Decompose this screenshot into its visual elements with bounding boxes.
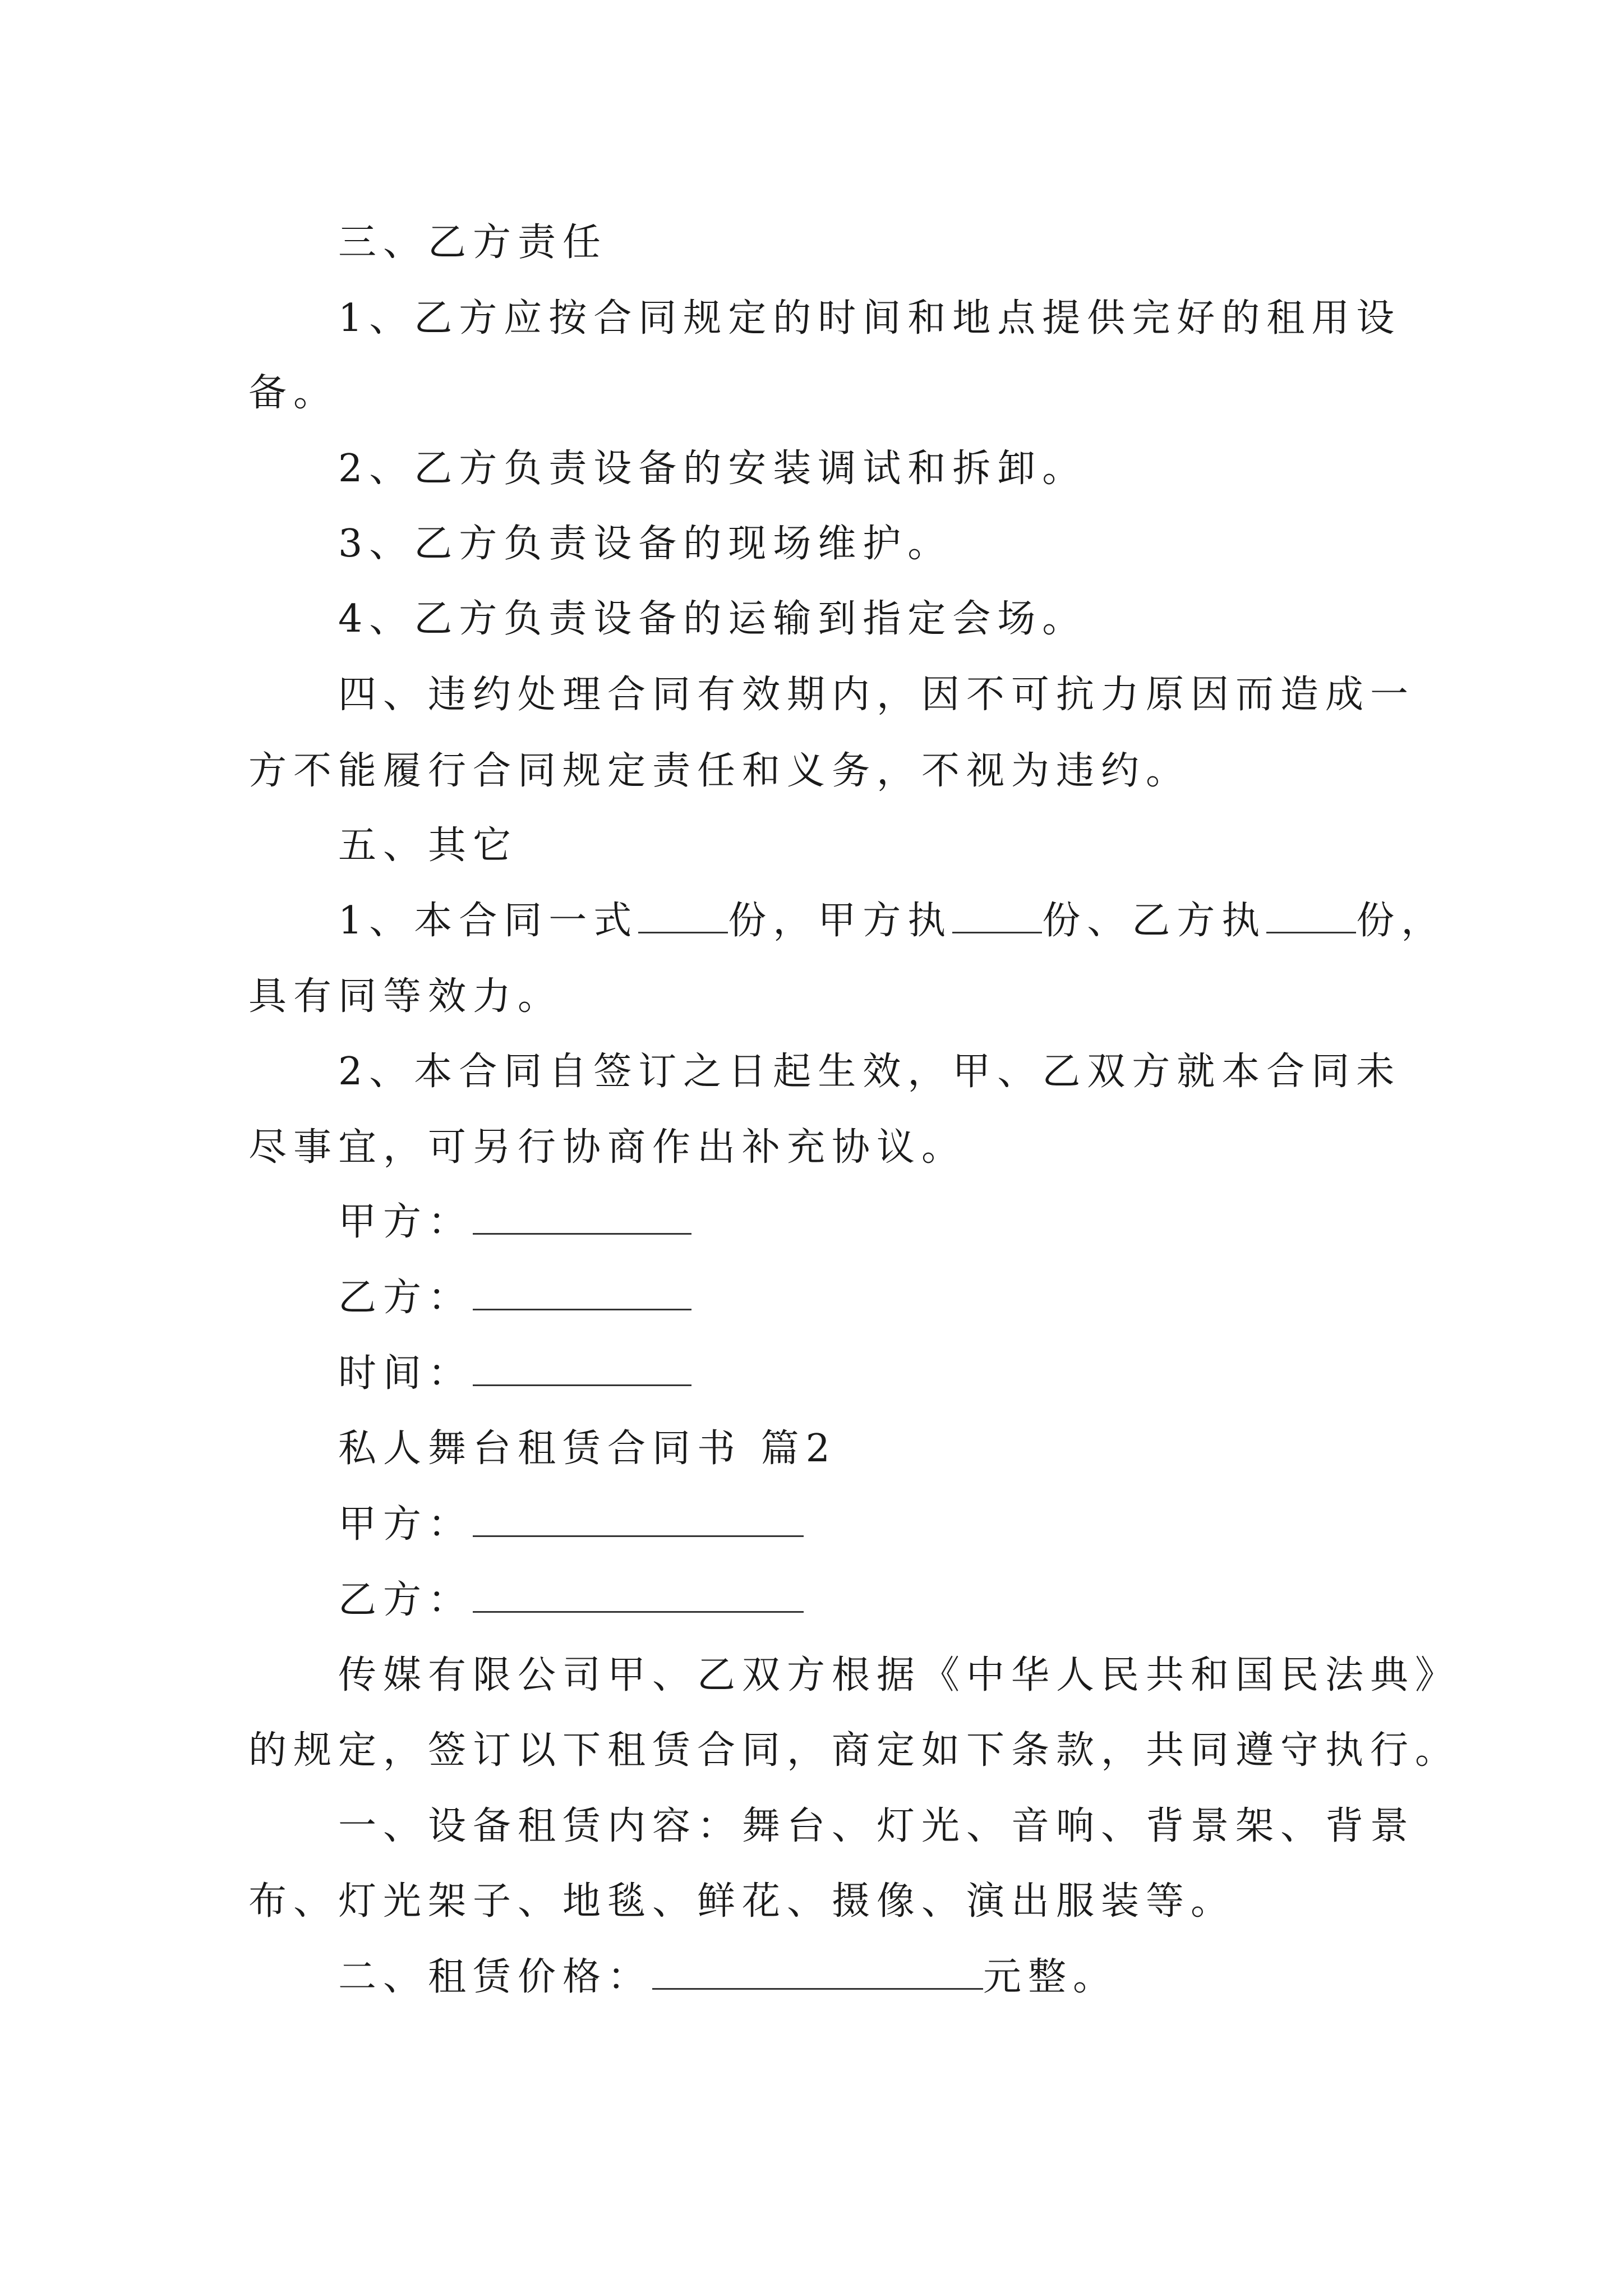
contract-2-intro-line-2: 的规定，签订以下租赁合同，商定如下条款，共同遵守执行。 (248, 1728, 1460, 1773)
contract-2-party-b (338, 1575, 804, 1626)
copies-party-b-blank (1266, 900, 1356, 933)
clause-3-1-line-2: 备。 (248, 371, 339, 415)
date-label: 时间： (338, 1351, 473, 1396)
copies-party-a-label: 份，甲方执 (728, 899, 953, 943)
contract-2-section-2 (338, 1952, 1118, 2003)
date-blank (473, 1353, 691, 1386)
clause-3-4: 4、乙方负责设备的运输到指定会场。 (338, 597, 1087, 641)
copies-total-label: 1、本合同一式 (338, 899, 639, 943)
rental-price-label: 二、租赁价格： (338, 1955, 653, 1999)
contract-2-party-a-blank (473, 1504, 804, 1537)
section-4-line-2: 方不能履行合同规定责任和义务，不视为违约。 (248, 749, 1191, 793)
party-b-blank (473, 1277, 691, 1310)
contract-2-section-1-line-1: 一、设备租赁内容：舞台、灯光、音响、背景架、背景 (338, 1804, 1415, 1848)
contract-2-party-b-blank (473, 1580, 804, 1613)
signature-party-b (338, 1273, 691, 1323)
copies-party-b-label: 份、乙方执 (1042, 899, 1267, 943)
copies-party-a-blank (952, 900, 1042, 933)
rental-price-suffix: 元整。 (983, 1955, 1118, 1999)
contract-2-party-a-label: 甲方： (338, 1502, 473, 1547)
contract-2-party-b-label: 乙方： (338, 1578, 473, 1622)
contract-2-title: 私人舞台租赁合同书 篇2 (338, 1427, 837, 1471)
clause-3-3: 3、乙方负责设备的现场维护。 (338, 522, 953, 566)
contract-2-intro-line-1: 传媒有限公司甲、乙双方根据《中华人民共和国民法典》 (338, 1653, 1460, 1697)
section-4-line-1: 四、违约处理合同有效期内，因不可抗力原因而造成一 (338, 673, 1415, 717)
copies-suffix: 份， (1356, 899, 1446, 943)
section-5-heading: 五、其它 (338, 823, 518, 868)
clause-3-2: 2、乙方负责设备的安装调试和拆卸。 (338, 447, 1087, 491)
copies-total-blank (638, 900, 728, 933)
section-3-heading: 三、乙方责任 (338, 220, 608, 265)
contract-2-section-1-line-2: 布、灯光架子、地毯、鲜花、摄像、演出服装等。 (248, 1879, 1236, 1924)
clause-3-1-line-1: 1、乙方应按合同规定的时间和地点提供完好的租用设 (338, 296, 1401, 341)
clause-5-1-line-1 (338, 896, 1446, 946)
party-a-blank (473, 1202, 691, 1235)
clause-5-2-line-2: 尽事宜，可另行协商作出补充协议。 (248, 1125, 967, 1170)
party-a-label: 甲方： (338, 1200, 473, 1244)
contract-2-party-a (338, 1499, 804, 1550)
clause-5-2-line-1: 2、本合同自签订之日起生效，甲、乙双方就本合同未 (338, 1050, 1401, 1094)
signature-party-a (338, 1197, 691, 1248)
signature-date (338, 1349, 691, 1399)
rental-price-blank (652, 1957, 983, 1990)
clause-5-1-line-2: 具有同等效力。 (248, 974, 563, 1019)
party-b-label: 乙方： (338, 1276, 473, 1320)
